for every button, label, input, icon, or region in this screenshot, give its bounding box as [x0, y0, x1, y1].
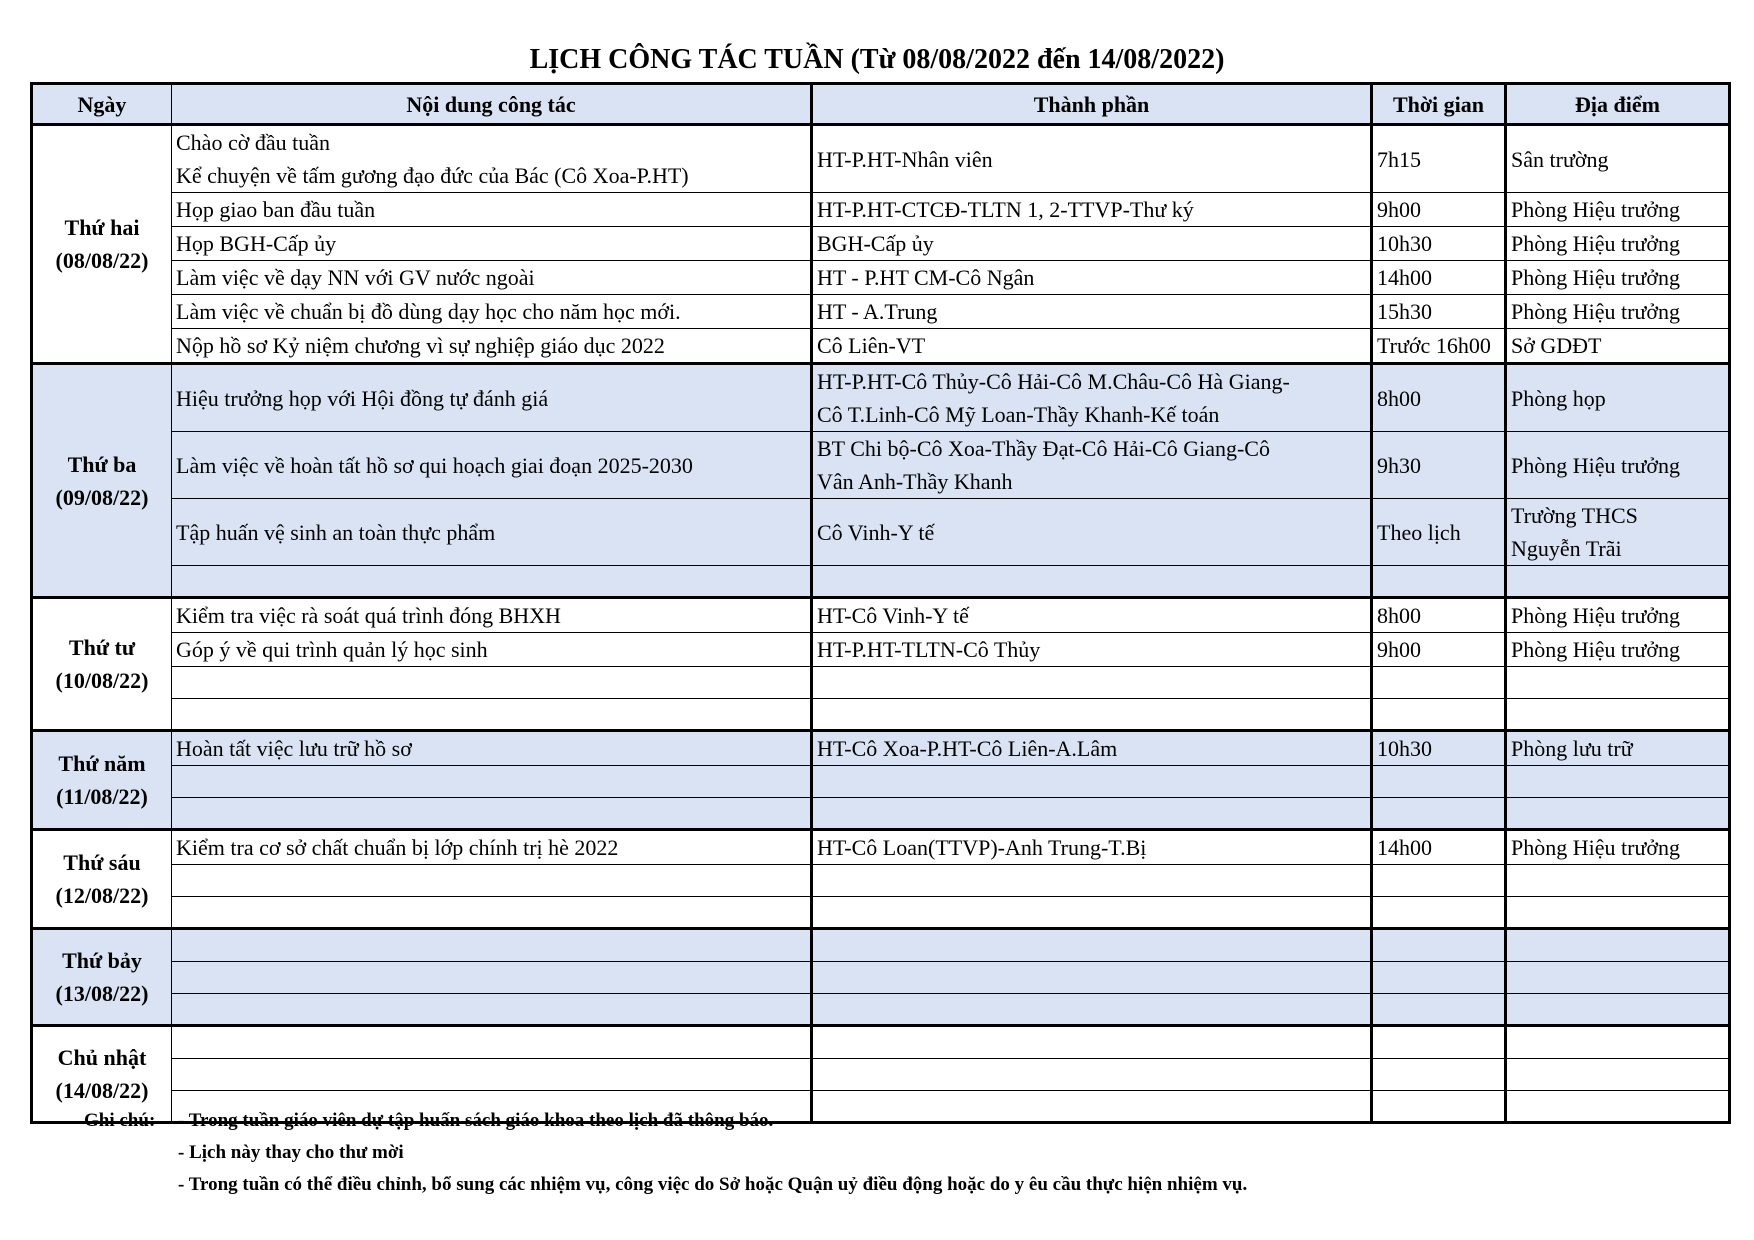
page-title: LỊCH CÔNG TÁC TUẦN (Từ 08/08/2022 đến 14/08/2022)	[529, 44, 1225, 75]
schedule-row	[32, 962, 1730, 994]
location-cell	[1506, 798, 1730, 830]
location-cell: Phòng Hiệu trưởng	[1506, 193, 1730, 227]
time-cell: 8h00	[1372, 598, 1506, 633]
content-cell: Làm việc về hoàn tất hồ sơ qui hoạch giai đoạn 2025-2030	[172, 432, 812, 499]
content-cell: Góp ý về qui trình quản lý học sinh	[172, 633, 812, 667]
day-date: (12/08/22)	[55, 883, 149, 908]
time-cell	[1372, 865, 1506, 897]
day-name: Thứ bảy	[62, 948, 142, 973]
schedule-row	[32, 633, 1730, 667]
location-cell	[1506, 1091, 1730, 1123]
location-cell	[1506, 962, 1730, 994]
time-cell: 14h00	[1372, 261, 1506, 295]
schedule-row	[32, 432, 1730, 499]
day-date: (11/08/22)	[56, 784, 148, 809]
schedule-row	[32, 295, 1730, 329]
content-cell: Kiểm tra cơ sở chất chuẩn bị lớp chính trị hè 2022	[172, 830, 812, 865]
time-cell	[1372, 766, 1506, 798]
location-cell-line: Trường THCS	[1511, 503, 1638, 528]
schedule-row	[32, 329, 1730, 364]
participants-cell	[812, 667, 1372, 699]
time-cell	[1372, 1091, 1506, 1123]
participants-cell	[812, 1059, 1372, 1091]
time-cell	[1372, 962, 1506, 994]
time-cell	[1372, 566, 1506, 598]
schedule-row	[32, 364, 1730, 432]
participants-cell-line: BT Chi bộ-Cô Xoa-Thầy Đạt-Cô Hải-Cô Giang-Cô	[817, 436, 1270, 461]
participants-cell: Cô Liên-VT	[812, 329, 1372, 364]
location-cell: Sân trường	[1506, 125, 1730, 193]
schedule-row	[32, 1059, 1730, 1091]
location-cell	[1506, 1059, 1730, 1091]
location-cell: Phòng Hiệu trưởng	[1506, 227, 1730, 261]
schedule-row	[32, 227, 1730, 261]
participants-cell	[812, 994, 1372, 1026]
content-cell	[172, 766, 812, 798]
content-cell: Kiểm tra việc rà soát quá trình đóng BHXH	[172, 598, 812, 633]
content-cell	[172, 566, 812, 598]
content-cell	[172, 897, 812, 929]
day-cell	[32, 830, 172, 929]
location-cell	[1506, 766, 1730, 798]
content-cell-line: Kể chuyện về tấm gương đạo đức của Bác (Cô Xoa-P.HT)	[176, 163, 689, 188]
schedule-row	[32, 830, 1730, 865]
participants-cell	[812, 766, 1372, 798]
participants-cell: BGH-Cấp ủy	[812, 227, 1372, 261]
content-cell: Họp BGH-Cấp ủy	[172, 227, 812, 261]
location-cell	[1506, 897, 1730, 929]
location-cell	[1506, 699, 1730, 731]
participants-cell-line: Cô T.Linh-Cô Mỹ Loan-Thầy Khanh-Kế toán	[817, 402, 1220, 427]
location-cell: Sở GDĐT	[1506, 329, 1730, 364]
header-content: Nội dung công tác	[172, 84, 812, 125]
time-cell: Trước 16h00	[1372, 329, 1506, 364]
location-cell: Phòng Hiệu trưởng	[1506, 598, 1730, 633]
location-cell: Phòng lưu trữ	[1506, 731, 1730, 766]
day-date: (08/08/22)	[55, 248, 149, 273]
schedule-row	[32, 1026, 1730, 1059]
location-cell	[1506, 1026, 1730, 1059]
participants-cell-line: HT-P.HT-Cô Thủy-Cô Hải-Cô M.Châu-Cô Hà Giang-	[817, 369, 1290, 394]
day-cell	[32, 1026, 172, 1123]
day-name: Thứ ba	[67, 451, 137, 477]
content-cell-line: Chào cờ đầu tuần	[176, 130, 330, 155]
content-cell: Họp giao ban đầu tuần	[172, 193, 812, 227]
content-cell: Hiệu trưởng họp với Hội đồng tự đánh giá	[172, 364, 812, 432]
participants-cell	[812, 566, 1372, 598]
location-cell: Phòng Hiệu trưởng	[1506, 432, 1730, 499]
time-cell	[1372, 798, 1506, 830]
time-cell: 10h30	[1372, 731, 1506, 766]
schedule-row	[32, 499, 1730, 566]
content-cell	[172, 667, 812, 699]
time-cell: 7h15	[1372, 125, 1506, 193]
time-cell: 14h00	[1372, 830, 1506, 865]
location-cell: Phòng Hiệu trưởng	[1506, 633, 1730, 667]
schedule-table	[30, 82, 1731, 1124]
location-cell: Phòng Hiệu trưởng	[1506, 261, 1730, 295]
time-cell	[1372, 699, 1506, 731]
schedule-row	[32, 865, 1730, 897]
participants-cell: HT-P.HT-CTCĐ-TLTN 1, 2-TTVP-Thư ký	[812, 193, 1372, 227]
time-cell	[1372, 1026, 1506, 1059]
time-cell: Theo lịch	[1372, 499, 1506, 566]
participants-cell	[812, 364, 1372, 432]
participants-cell	[812, 962, 1372, 994]
day-cell	[32, 731, 172, 830]
participants-cell	[812, 929, 1372, 962]
location-cell: Phòng họp	[1506, 364, 1730, 432]
participants-cell	[812, 699, 1372, 731]
content-cell	[172, 125, 812, 193]
time-cell	[1372, 929, 1506, 962]
header-time: Thời gian	[1372, 84, 1506, 125]
participants-cell-line: Vân Anh-Thầy Khanh	[817, 469, 1013, 494]
location-cell-line: Nguyễn Trãi	[1511, 536, 1622, 561]
time-cell	[1372, 897, 1506, 929]
content-cell	[172, 865, 812, 897]
notes-label: Ghi chú:	[84, 1110, 156, 1131]
participants-cell: HT-Cô Xoa-P.HT-Cô Liên-A.Lâm	[812, 731, 1372, 766]
participants-cell: Cô Vinh-Y tế	[812, 499, 1372, 566]
schedule-row	[32, 699, 1730, 731]
schedule-row	[32, 798, 1730, 830]
day-date: (09/08/22)	[55, 484, 149, 510]
location-cell: Phòng Hiệu trưởng	[1506, 295, 1730, 329]
schedule-row	[32, 929, 1730, 962]
day-date: (10/08/22)	[55, 668, 149, 693]
time-cell: 15h30	[1372, 295, 1506, 329]
schedule-row	[32, 566, 1730, 598]
time-cell: 9h00	[1372, 633, 1506, 667]
content-cell	[172, 699, 812, 731]
schedule-row	[32, 667, 1730, 699]
schedule-row	[32, 897, 1730, 929]
content-cell: Tập huấn vệ sinh an toàn thực phẩm	[172, 499, 812, 566]
header-day: Ngày	[32, 84, 172, 125]
location-cell	[1506, 566, 1730, 598]
note-line: - Lịch này thay cho thư mời	[178, 1142, 404, 1163]
content-cell	[172, 994, 812, 1026]
content-cell	[172, 1059, 812, 1091]
schedule-row	[32, 193, 1730, 227]
location-cell	[1506, 865, 1730, 897]
day-date: (14/08/22)	[55, 1078, 149, 1103]
participants-cell: HT-P.HT-Nhân viên	[812, 125, 1372, 193]
day-name: Thứ sáu	[63, 850, 141, 875]
participants-cell: HT-P.HT-TLTN-Cô Thủy	[812, 633, 1372, 667]
schedule-body	[32, 125, 1730, 1123]
time-cell: 10h30	[1372, 227, 1506, 261]
time-cell	[1372, 667, 1506, 699]
day-cell	[32, 125, 172, 364]
participants-cell: HT - P.HT CM-Cô Ngân	[812, 261, 1372, 295]
note-line: - Trong tuần giáo viên dự tập huấn sách giáo khoa theo lịch đã thông báo.	[178, 1110, 774, 1131]
content-cell	[172, 798, 812, 830]
time-cell	[1372, 1059, 1506, 1091]
content-cell: Làm việc về dạy NN với GV nước ngoài	[172, 261, 812, 295]
content-cell	[172, 962, 812, 994]
content-cell	[172, 929, 812, 962]
location-cell	[1506, 929, 1730, 962]
schedule-row	[32, 766, 1730, 798]
participants-cell	[812, 865, 1372, 897]
content-cell: Nộp hồ sơ Kỷ niệm chương vì sự nghiệp giáo dục 2022	[172, 329, 812, 364]
participants-cell	[812, 1091, 1372, 1123]
day-cell	[32, 598, 172, 731]
participants-cell	[812, 432, 1372, 499]
participants-cell	[812, 897, 1372, 929]
location-cell: Phòng Hiệu trưởng	[1506, 830, 1730, 865]
content-cell: Làm việc về chuẩn bị đồ dùng dạy học cho năm học mới.	[172, 295, 812, 329]
day-name: Thứ hai	[64, 215, 140, 240]
participants-cell: HT-Cô Vinh-Y tế	[812, 598, 1372, 633]
header-location: Địa điểm	[1506, 84, 1730, 125]
schedule-row	[32, 125, 1730, 193]
participants-cell	[812, 798, 1372, 830]
day-name: Chủ nhật	[57, 1045, 147, 1070]
location-cell	[1506, 994, 1730, 1026]
header-row	[32, 84, 1730, 125]
content-cell: Hoàn tất việc lưu trữ hồ sơ	[172, 731, 812, 766]
schedule-row	[32, 731, 1730, 766]
participants-cell: HT-Cô Loan(TTVP)-Anh Trung-T.Bị	[812, 830, 1372, 865]
day-date: (13/08/22)	[55, 981, 149, 1006]
day-name: Thứ năm	[58, 751, 146, 776]
time-cell: 9h30	[1372, 432, 1506, 499]
schedule-row	[32, 598, 1730, 633]
participants-cell: HT - A.Trung	[812, 295, 1372, 329]
location-cell	[1506, 499, 1730, 566]
header-participants: Thành phần	[812, 84, 1372, 125]
participants-cell	[812, 1026, 1372, 1059]
schedule-row	[32, 994, 1730, 1026]
content-cell	[172, 1026, 812, 1059]
time-cell	[1372, 994, 1506, 1026]
day-cell	[32, 364, 172, 598]
day-name: Thứ tư	[68, 635, 136, 660]
schedule-row	[32, 261, 1730, 295]
location-cell	[1506, 667, 1730, 699]
day-cell	[32, 929, 172, 1026]
note-line: - Trong tuần có thể điều chỉnh, bổ sung các nhiệm vụ, công việc do Sở hoặc Quận uỷ điều động hoặc do y êu cầu thực hiện nhiệm vụ.	[178, 1174, 1248, 1195]
time-cell: 8h00	[1372, 364, 1506, 432]
time-cell: 9h00	[1372, 193, 1506, 227]
